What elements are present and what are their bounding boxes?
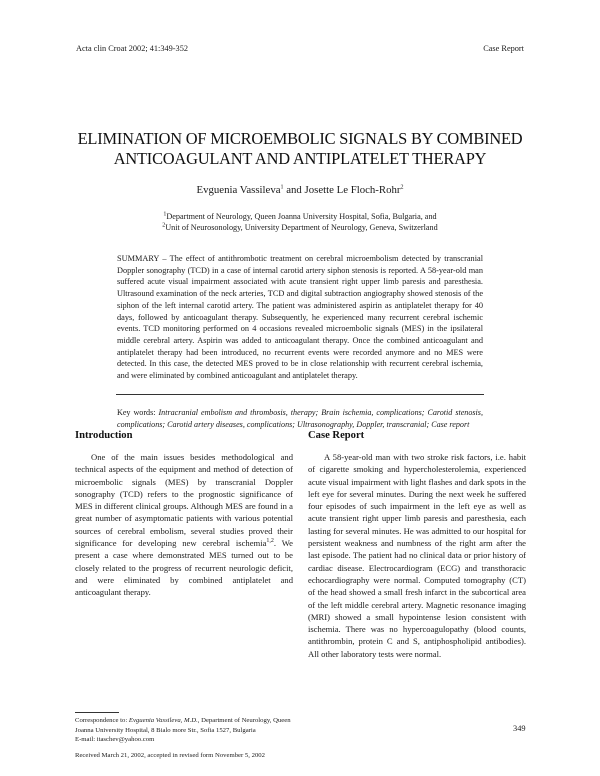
affiliation-1-text: Department of Neurology, Queen Joanna University Hospital, Sofia, Bulgaria, and [166, 212, 437, 221]
introduction-text-1: One of the main issues besides methodological and technical aspects of the equipment and method of detection of microembolic signals (MES) by transcranial Doppler sonography (TCD) refers to the prognostic significance of MES in different clinical groups. Although MES are found in a great number of asymptomatic patients with various potential sources of cerebral embolism, several studies proved their significance for developing new cerebral ischemia [75, 452, 293, 549]
title-line-1: ELIMINATION OF MICROEMBOLIC SIGNALS BY COMBINED [77, 129, 523, 148]
affiliation-1 [60, 211, 540, 222]
author-conjunction: and [283, 184, 305, 196]
article-type: Case Report [483, 44, 524, 53]
author-2: Josette Le Floch-Rohr [304, 184, 401, 196]
correspondence-name: Evguenia Vassileva, M.D. [128, 717, 198, 724]
received-dates: Received March 21, 2002, accepted in revised form November 5, 2002 [75, 752, 265, 759]
correspondence-footnote [75, 716, 297, 745]
affiliation-2-mark: 2 [162, 222, 166, 229]
correspondence-email[interactable]: E-mail: itaschev@yahoo.com [75, 736, 155, 744]
author-1: Evguenia Vassileva [196, 184, 281, 196]
case-report-text: A 58-year-old man with two stroke risk factors, i.e. habit of cigarette smoking and hypercholesterolemia, experienced acute visual impairment with light flashes and dark spots in the left eye for several minutes. During the next week he suffered four episodes of such impairment in the left eye as well as acute transient right upper limb paresis and paresthesia, each lasting for several minutes. He was admitted to our hospital for persistent weakness and numbness of the right arm after the last episode. The patient had no clinical data or prior history of cardiac disease. Electrocardiogram (ECG) and transthoracic echocardiography were normal. Computed tomography (CT) of the head showed a small fresh infarct in the subcortical area of the left middle cerebral artery. Magnetic resonance imaging (MRI) showed a small hypointense lesion consistent with ischemia. There was no hypercoagulopathy (blood counts, antithrombin, protein C and S, antiphospholipid antibodies). All other laboratory tests were normal. [308, 452, 526, 659]
keywords-text: Intracranial embolism and thrombosis, therapy; Brain ischemia, complications; Carotid stenosis, complications; Carotid artery diseases, complications; Ultrasonography, Doppler, transcranial; Case report [117, 408, 483, 429]
author-list [60, 184, 540, 196]
page-number: 349 [513, 724, 526, 733]
correspondence-address: , Department of Neurology, Queen Joanna University Hospital, 8 Bialo more Str., Sofia 1527, Bulgaria [75, 717, 291, 734]
case-report-heading: Case Report [308, 430, 365, 441]
running-head [76, 44, 524, 56]
affiliation-2-text: Unit of Neurosonology, University Department of Neurology, Geneva, Switzerland [165, 223, 438, 232]
abstract-divider [116, 394, 484, 395]
article-title [60, 129, 540, 169]
footnote-prefix: Correspondence to: [75, 717, 129, 724]
keywords [117, 407, 483, 430]
author-1-affiliation-mark: 1 [280, 184, 284, 191]
case-report-body [308, 451, 526, 660]
journal-citation: Acta clin Croat 2002; 41:349-352 [76, 44, 188, 53]
introduction-text-2: . We present a case where demonstrated MES turned out to be closely related to the progress of recurrent neurologic deficit, and were eliminated by combined antiplatelet and anticoagulant therapy. [75, 538, 293, 598]
author-2-affiliation-mark: 2 [400, 184, 404, 191]
title-line-2: ANTICOAGULANT AND ANTIPLATELET THERAPY [113, 149, 487, 168]
citation-reference[interactable]: 1,2 [266, 538, 274, 545]
introduction-body [75, 451, 293, 599]
footnote-divider [75, 712, 119, 713]
introduction-heading: Introduction [75, 430, 133, 441]
affiliation-1-mark: 1 [163, 211, 167, 218]
affiliation-2 [60, 222, 540, 233]
abstract-summary: SUMMARY – The effect of antithrombotic treatment on cerebral microembolism detected by transcranial Doppler sonography (TCD) in a case of internal carotid artery siphon stenosis is reported. A 58-year-old man suffered acute visual impairment associated with acute transient right upper limb paresis and paresthesia. Ultrasound examination of the neck arteries, TCD and digital subtraction angiography showed stenosis of the siphon of the left internal carotid artery. The patient was administered aspirin as antiplatelet therapy for 40 days, followed by anticoagulant therapy. Subsequently, he experienced many recurrent cerebral ischemic events. TCD monitoring performed on 4 occasions revealed microembolic signals (MES) in the ipsilateral middle cerebral artery. Aspirin was added to anticoagulant therapy. Once the combined anticoagulant and antiplatelet therapy had been introduced, no recurrent events were recorded anymore and no MES were detected. In this case, the detected MES proved to be in close relationship with recurrent cerebral ischemia, and were eliminated by combined anticoagulant and antiplatelet therapy. [117, 254, 483, 381]
keywords-label: Key words: [117, 408, 159, 417]
